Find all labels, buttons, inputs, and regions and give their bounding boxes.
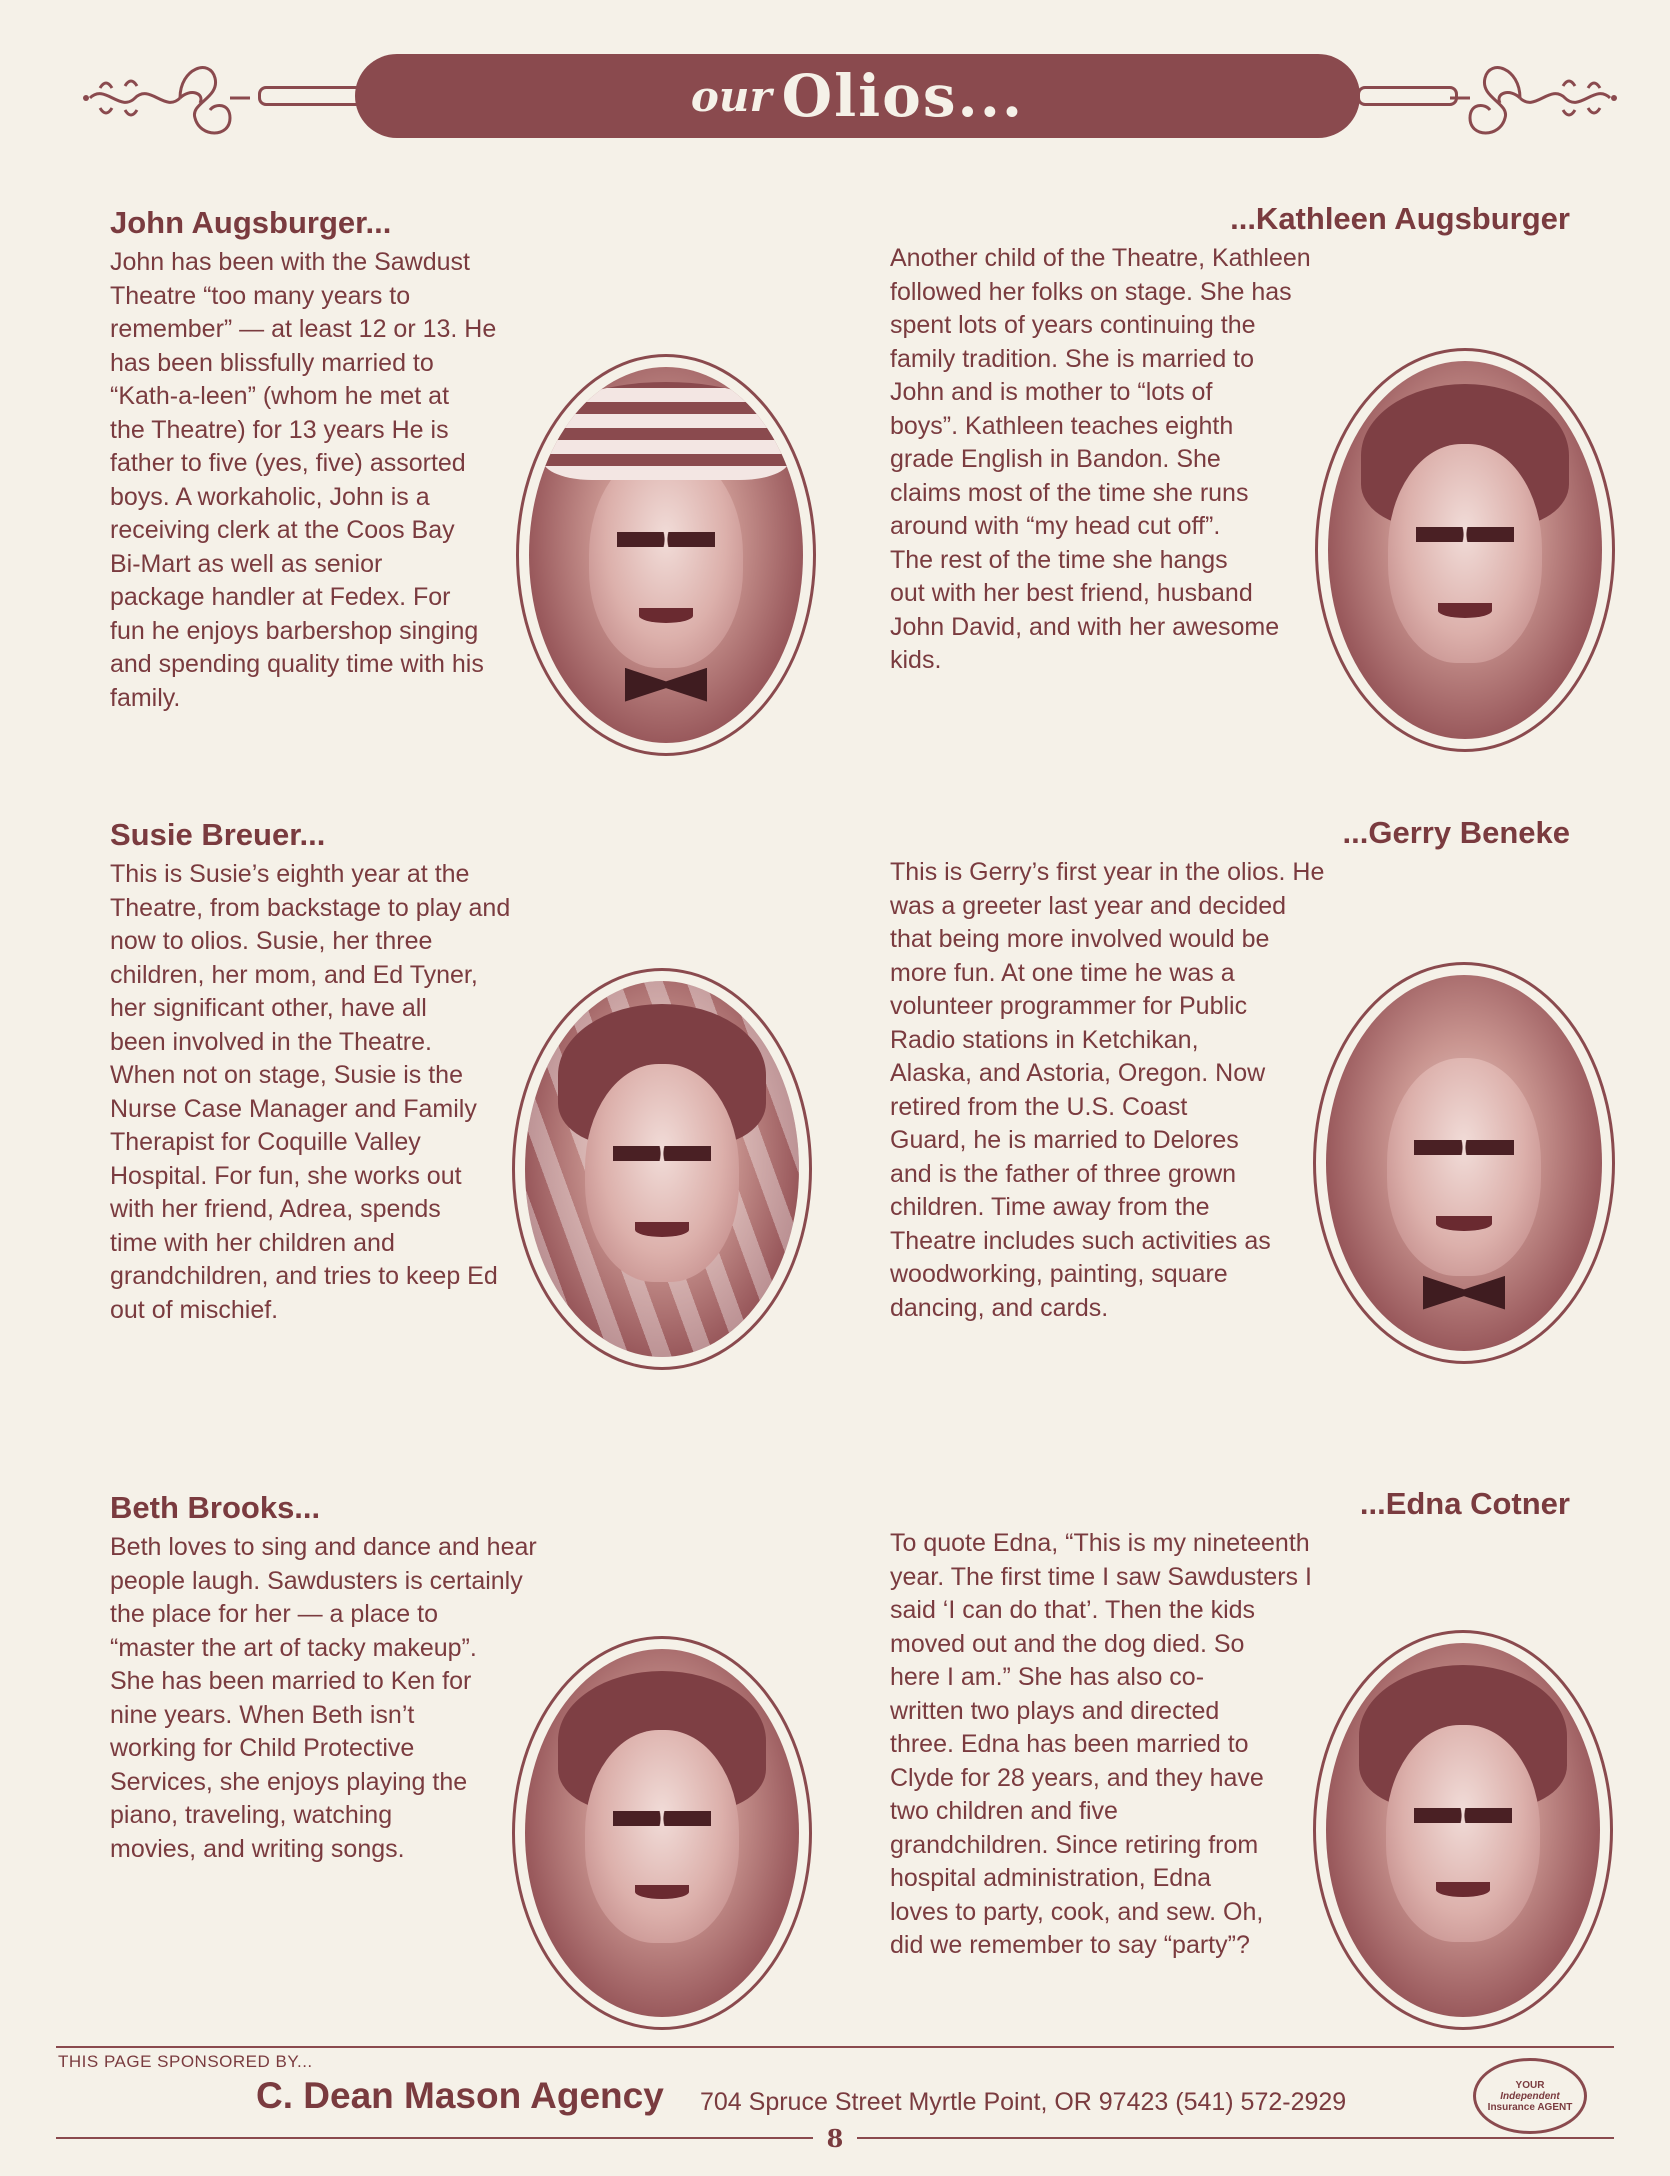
- bio-name: John Augsburger...: [110, 205, 392, 240]
- sponsor-address: 704 Spruce Street Myrtle Point, OR 97423 (541) 572-2929: [700, 2088, 1347, 2116]
- bio-name: ...Kathleen Augsburger: [1230, 201, 1570, 236]
- header-banner: [80, 48, 1620, 148]
- footer-top-rule: [56, 2046, 1614, 2048]
- logo-line: YOUR: [1515, 2079, 1545, 2091]
- logo-line: Insurance AGENT: [1487, 2101, 1573, 2113]
- sponsor-label: THIS PAGE SPONSORED BY...: [58, 2052, 313, 2071]
- photo-beth-brooks: [512, 1636, 812, 2030]
- bio-text: Beth loves to sing and dance and hear people laugh. Sawdusters is certainly the place for her — a place to “master the art of tacky makeup”. She has been married to Ken for nine years. When Beth isn’t working for Child Protective Services, she enjoys playing the piano, traveling, watching movies, and writing songs.: [110, 1533, 537, 1863]
- photo-edna-cotner: [1313, 1630, 1613, 2030]
- bio-text: This is Susie’s eighth year at the Theatre, from backstage to play and now to olios. Susie, her three children, her mom, and Ed Tyner, her significant other, have all been involved in the Theatre. When not on stage, Susie is the Nurse Case Manager and Family Therapist for Coquille Valley Hospital. For fun, she works out with her friend, Adrea, spends time with her children and grandchildren, and tries to keep Ed out of mischief.: [110, 860, 511, 1324]
- bio-text: John has been with the Sawdust Theatre “too many years to remember” — at least 12 or 13. He has been blissfully married to “Kath-a-leen” (whom he met at the Theatre) for 13 years He is father to five (yes, five) assorted boys. A workaholic, John is a receiving clerk at the Coos Bay Bi-Mart as well as senior package handler at Fedex. For fun he enjoys barbershop singing and spending quality time with his family.: [110, 248, 497, 712]
- bio-name: Beth Brooks...: [110, 1490, 321, 1525]
- photo-kathleen-augsburger: [1315, 348, 1615, 752]
- left-rod: [258, 86, 364, 106]
- photo-gerry-beneke: [1313, 962, 1615, 1364]
- right-rod: [1357, 86, 1458, 106]
- bio-text: To quote Edna, “This is my nineteenth year. The first time I saw Sawdusters I said ‘I can do that’. Then the kids moved out and the dog died. So here I am.” She has also co-written two plays and directed three. Edna has been married to Clyde for 28 years, and they have two children and five grandchildren. Since retiring from hospital administration, Edna loves to party, cook, and sew. Oh, did we remember to say “party”?: [890, 1529, 1312, 1959]
- title-prefix: our: [690, 71, 772, 121]
- title-main: Olios...: [781, 62, 1025, 130]
- left-scroll-ornament-icon: [80, 48, 250, 148]
- logo-line: Independent: [1500, 2090, 1560, 2102]
- page-title: [355, 54, 1360, 138]
- bio-text: This is Gerry’s first year in the olios. He was a greeter last year and decided that being more involved would be more fun. At one time he was a volunteer programmer for Public Radio stations in Ketchikan, Alaska, and Astoria, Oregon. Now retired from the U.S. Coast Guard, he is married to Delores and is the father of three grown children. Time away from the Theatre includes such activities as woodworking, painting, square dancing, and cards.: [890, 858, 1325, 1322]
- photo-susie-breuer: [512, 968, 812, 1370]
- bio-text: Another child of the Theatre, Kathleen followed her folks on stage. She has spent lots of years continuing the family tradition. She is married to John and is mother to “lots of boys”. Kathleen teaches eighth grade English in Bandon. She claims most of the time she runs around with “my head cut off”. The rest of the time she hangs out with her best friend, husband John David, and with her awesome kids.: [890, 244, 1311, 674]
- bio-name: ...Gerry Beneke: [1342, 815, 1570, 850]
- bio-name: Susie Breuer...: [110, 817, 326, 852]
- sponsor-agency-name: C. Dean Mason Agency: [256, 2075, 664, 2116]
- bio-name: ...Edna Cotner: [1359, 1486, 1570, 1521]
- page-number: 8: [813, 2124, 858, 2153]
- page-number-wrap: [0, 2124, 1670, 2153]
- independent-agent-logo: [1473, 2058, 1587, 2134]
- right-scroll-ornament-icon: [1450, 48, 1620, 148]
- photo-john-augsburger: [516, 354, 816, 756]
